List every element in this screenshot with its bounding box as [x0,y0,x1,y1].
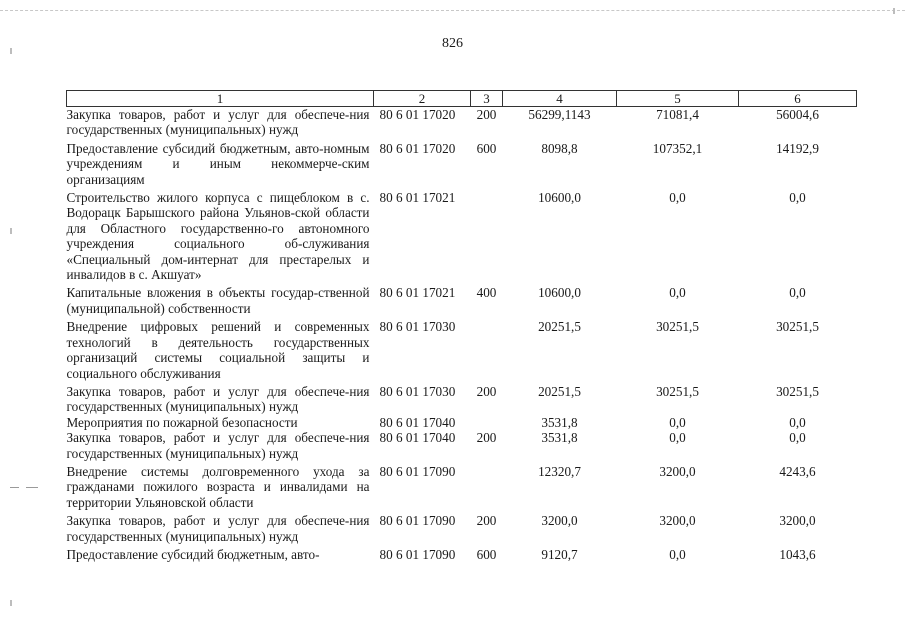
row-expense-type: 600 [476,546,497,562]
row-name: Закупка товаров, работ и услуг для обеспече-ния государственных (муниципальных) нужд [66,513,370,544]
column-header-1: 1 [67,91,374,107]
row-value-col6: 30251,5 [776,383,819,399]
row-value-col5: 0,0 [669,285,686,301]
row-expense-type: 200 [476,107,497,122]
row-expense-type [471,319,503,381]
column-header-5: 5 [617,91,739,107]
row-name: Мероприятия по пожарной безопасности [66,414,298,430]
row-value-col6: 14192,9 [776,140,819,156]
row-code: 80 6 01 17090 [379,546,456,562]
row-value-col6: 30251,5 [776,319,819,335]
table-row [67,190,857,282]
budget-table [66,90,857,562]
row-value-col4: 3531,8 [541,430,578,446]
column-header-6: 6 [739,91,857,107]
page-number: 826 [442,36,463,51]
row-value-col5: 0,0 [669,430,686,446]
row-name: Внедрение системы долговременного ухода за гражданами пожилого возраста и инвалидами на территории Ульяновской области [66,463,370,510]
row-value-col4: 20251,5 [538,383,581,399]
row-value-col6: 0,0 [789,285,806,301]
row-value-col6: 1043,6 [779,546,816,562]
row-value-col4: 12320,7 [538,463,581,479]
row-value-col6: 0,0 [789,430,806,446]
row-expense-type [471,190,503,282]
table-row [67,384,857,415]
row-code: 80 6 01 17030 [379,383,456,399]
table-row [67,415,857,430]
scan-dash [10,487,19,488]
row-value-col5: 0,0 [669,546,686,562]
row-value-col4: 56299,1143 [528,107,591,122]
table-row [67,513,857,544]
row-expense-type [471,415,503,430]
row-value-col5: 30251,5 [656,319,699,335]
row-expense-type [471,464,503,510]
row-code: 80 6 01 17021 [379,190,456,206]
row-expense-type: 200 [476,430,497,446]
scan-dash [26,487,38,488]
table-row [67,430,857,461]
row-code: 80 6 01 17090 [379,513,456,529]
row-expense-type: 200 [476,513,497,529]
row-name: Предоставление субсидий бюджетным, авто- [66,546,320,562]
row-value-col5: 3200,0 [659,513,696,529]
table-row [67,319,857,381]
row-value-col4: 3531,8 [541,414,578,430]
column-header-4: 4 [503,91,617,107]
table-header-row [67,91,857,107]
row-value-col4: 8098,8 [541,140,578,156]
scan-mark [10,600,12,606]
row-name: Строительство жилого корпуса с пищеблоком в с. Водорацк Барышского района Ульянов-ской области для Областного государственно-го автономного учреждения социального об-служивания «Специальный дом-интернат для престарелых и инвалидов в с. Акшуат» [66,190,370,283]
row-code: 80 6 01 17021 [379,285,456,301]
table-row [67,107,857,138]
row-value-col4: 10600,0 [538,285,581,301]
row-expense-type: 600 [476,140,497,156]
row-expense-type: 400 [476,285,497,301]
row-code: 80 6 01 17040 [379,430,456,446]
column-header-2: 2 [374,91,471,107]
row-code: 80 6 01 17090 [379,463,456,479]
row-code: 80 6 01 17020 [379,107,456,122]
row-value-col5: 30251,5 [656,383,699,399]
row-value-col4: 10600,0 [538,190,581,206]
row-name: Капитальные вложения в объекты государ-ственной (муниципальной) собственности [66,285,370,316]
row-value-col6: 0,0 [789,414,806,430]
row-value-col5: 107352,1 [652,140,703,156]
row-name: Закупка товаров, работ и услуг для обеспече-ния государственных (муниципальных) нужд [66,383,370,415]
scan-mark [10,228,12,234]
row-name: Предоставление субсидий бюджетным, авто-номным учреждениям и иным некоммерче-ским организациям [66,140,370,187]
scan-mark [893,8,895,14]
row-name: Закупка товаров, работ и услуг для обеспече-ния государственных (муниципальных) нужд [66,430,370,461]
row-value-col4: 20251,5 [538,319,581,335]
column-header-3: 3 [471,91,503,107]
row-value-col5: 3200,0 [659,463,696,479]
table-row [67,285,857,316]
row-code: 80 6 01 17030 [379,319,456,335]
row-value-col6: 4243,6 [779,463,816,479]
row-expense-type: 200 [476,383,497,399]
row-name: Внедрение цифровых решений и современных технологий в деятельность государственных организаций системы социальной защиты и социального обслуживания [66,319,370,381]
row-code: 80 6 01 17040 [379,414,456,430]
row-value-col5: 0,0 [669,190,686,206]
row-code: 80 6 01 17020 [379,140,456,156]
table-row [67,464,857,510]
row-value-col5: 71081,4 [656,107,699,122]
row-value-col6: 3200,0 [779,513,816,529]
row-name: Закупка товаров, работ и услуг для обеспече-ния государственных (муниципальных) нужд [66,107,370,138]
table-row [67,141,857,187]
row-value-col6: 0,0 [789,190,806,206]
row-value-col4: 9120,7 [541,546,578,562]
scan-edge-line [0,10,905,11]
table-row [67,547,857,562]
row-value-col6: 56004,6 [776,107,819,122]
row-value-col4: 3200,0 [541,513,578,529]
row-value-col5: 0,0 [669,414,686,430]
